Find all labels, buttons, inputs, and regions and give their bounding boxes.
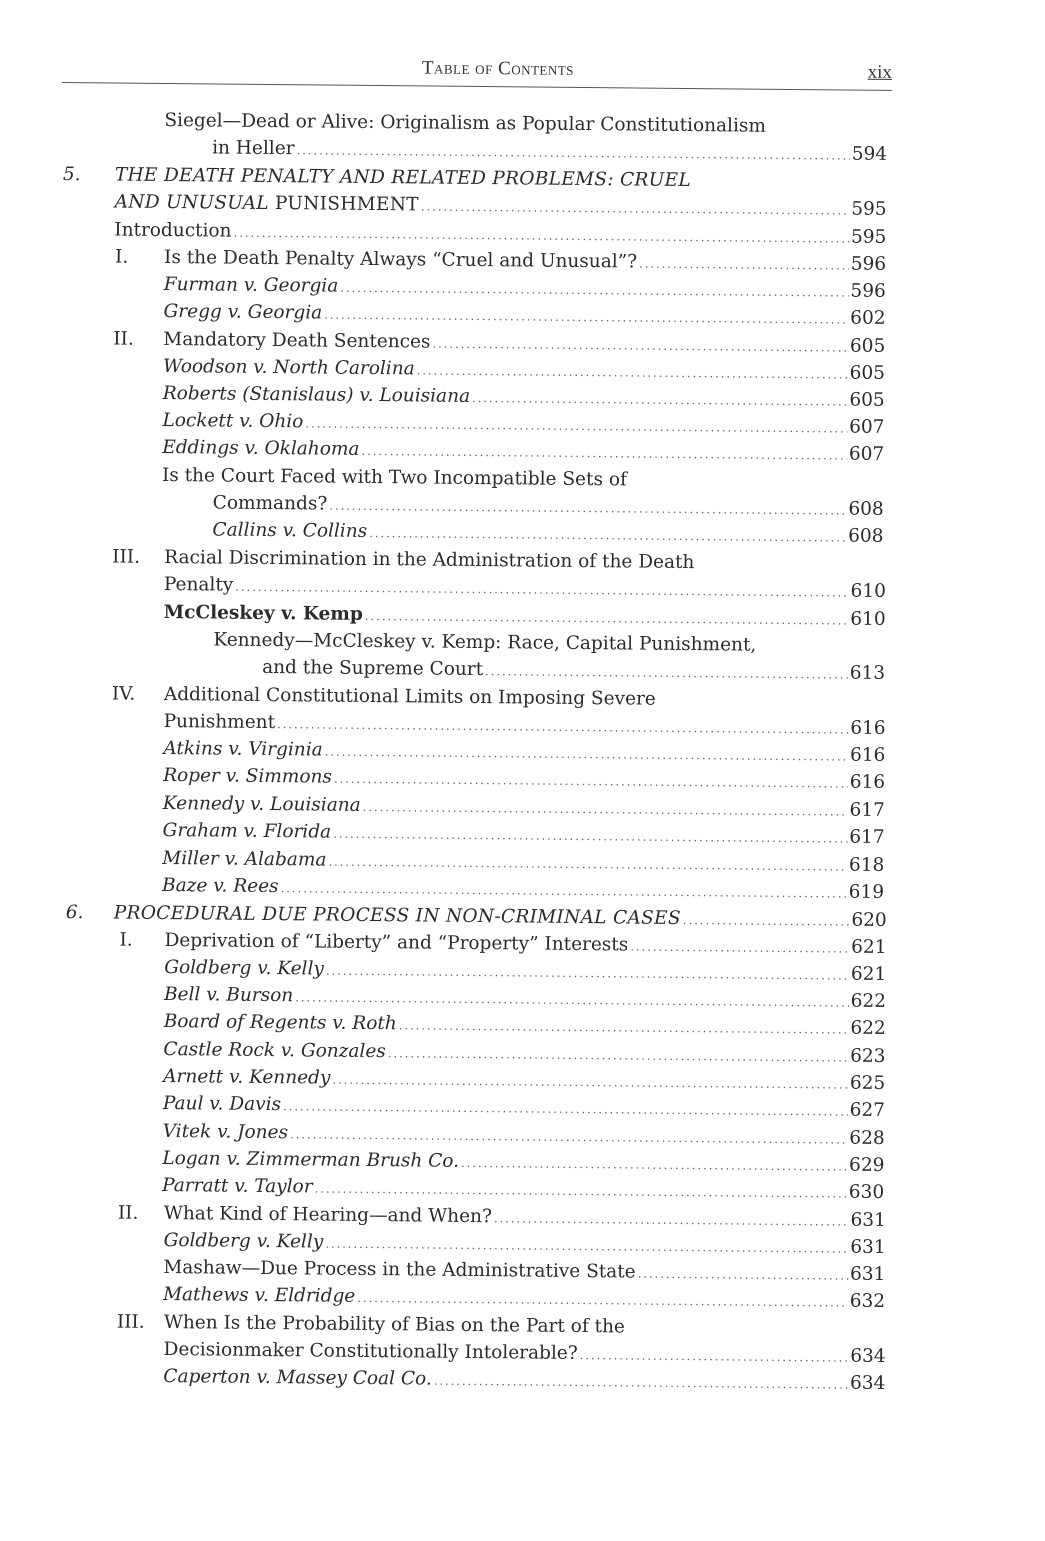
chapter-title-roman: PUNISHMENT — [274, 193, 419, 216]
page-number: 607 — [849, 416, 885, 438]
page-number: 596 — [850, 280, 886, 302]
entry-title-cont: in Heller — [212, 137, 295, 160]
page-number: 610 — [850, 580, 887, 602]
page-number: 596 — [850, 253, 887, 275]
chapter-number: 5. — [62, 164, 81, 186]
page-number: 631 — [850, 1209, 886, 1231]
page-number: 634 — [849, 1372, 886, 1394]
case-name: Vitek v. Jones — [162, 1121, 289, 1144]
entry-title: Introduction — [114, 219, 232, 242]
note-title-cont: Commands? — [212, 492, 328, 515]
page-number: 621 — [850, 963, 887, 985]
section-title: What Kind of Hearing—and When? — [163, 1203, 493, 1228]
toc-case[interactable] — [163, 1363, 885, 1397]
page-number: 629 — [848, 1154, 885, 1176]
case-name: Arnett v. Kennedy — [163, 1066, 331, 1089]
essay-title-cont: and the Supreme Court — [262, 656, 484, 681]
section-title: Mandatory Death Sentences — [163, 328, 431, 353]
case-name: Eddings v. Oklahoma — [162, 436, 360, 460]
case-name: Atkins v. Virginia — [163, 737, 323, 761]
section-title: Deprivation of “Liberty” and “Property” Interests — [164, 930, 629, 956]
section-number: I. — [114, 246, 129, 268]
page-number: 608 — [848, 498, 884, 520]
section-number: IV. — [111, 683, 136, 705]
running-head-title: Table of Contents — [421, 57, 575, 80]
case-name: Lockett v. Ohio — [162, 409, 304, 433]
page-number: 631 — [850, 1236, 886, 1258]
page-number: 634 — [850, 1345, 886, 1367]
case-name: Kennedy v. Louisiana — [162, 792, 361, 816]
section-number: II. — [117, 1202, 139, 1224]
section-title: Is the Death Penalty Always “Cruel and Unusual”? — [163, 246, 638, 273]
essay-title: Mashaw—Due Process in the Administrative State — [163, 1257, 636, 1283]
page-number: 605 — [849, 335, 886, 357]
case-name: Parratt v. Taylor — [162, 1175, 313, 1198]
case-name: McCleskey v. Kemp — [163, 601, 363, 625]
section-title-cont: Penalty — [163, 573, 234, 596]
page-number: 595 — [850, 226, 887, 248]
page-number: 605 — [849, 389, 885, 411]
page-number: 618 — [848, 854, 885, 876]
page-number: 620 — [851, 909, 887, 931]
case-name: Roberts (Stanislaus) v. Louisiana — [162, 382, 471, 407]
page-number: 628 — [849, 1127, 885, 1149]
case-name: Goldberg v. Kelly — [163, 1230, 324, 1253]
page-number: 616 — [850, 717, 886, 739]
section-title: Additional Constitutional Limits on Imposing Severe — [163, 683, 656, 710]
case-name: Gregg v. Georgia — [163, 300, 323, 324]
page-number: 602 — [850, 307, 886, 329]
page-number: 613 — [849, 662, 886, 684]
entry-title: Siegel—Dead or Alive: Originalism as Popular Constitutionalism — [164, 109, 767, 137]
page-number: 619 — [848, 881, 885, 903]
note-title: Is the Court Faced with Two Incompatible Sets of — [161, 464, 627, 491]
page-number: 605 — [849, 362, 886, 384]
case-name: Caperton v. Massey Coal Co. — [163, 1366, 432, 1390]
chapter-title: PROCEDURAL DUE PROCESS IN NON-CRIMINAL CASES — [113, 902, 681, 929]
section-number: I. — [119, 929, 133, 951]
section-title-cont: Punishment — [163, 710, 276, 734]
case-name: Furman v. Georgia — [163, 273, 339, 297]
page-number: 622 — [850, 990, 887, 1012]
case-name: Graham v. Florida — [162, 819, 332, 843]
page-number: 610 — [850, 608, 886, 630]
header-rule — [62, 82, 892, 91]
chapter-title-italic: AND UNUSUAL — [114, 191, 269, 214]
section-number: III. — [112, 546, 141, 568]
case-name: Castle Rock v. Gonzales — [163, 1039, 386, 1063]
section-number: III. — [116, 1311, 145, 1333]
page-number: 631 — [849, 1263, 886, 1285]
page-folio: xix — [867, 61, 893, 83]
page-number: 621 — [851, 936, 887, 958]
case-name: Bell v. Burson — [163, 984, 294, 1007]
page-number: 617 — [849, 826, 885, 848]
page-number: 630 — [848, 1181, 885, 1203]
section-number: II. — [113, 328, 134, 350]
case-name: Miller v. Alabama — [162, 847, 327, 871]
page-number: 616 — [849, 771, 886, 793]
page-number: 617 — [849, 799, 885, 821]
page-number: 623 — [850, 1045, 886, 1067]
page-number: 625 — [849, 1072, 886, 1094]
page-number: 607 — [848, 443, 885, 465]
page-number: 608 — [848, 525, 884, 547]
case-name: Callins v. Collins — [212, 519, 368, 542]
case-name: Roper v. Simmons — [163, 764, 333, 788]
page-number: 622 — [850, 1017, 886, 1039]
section-title: When Is the Probability of Bias on the Part of the — [163, 1312, 626, 1338]
case-name: Logan v. Zimmerman Brush Co. — [162, 1148, 460, 1172]
case-name: Board of Regents v. Roth — [163, 1011, 397, 1035]
case-name: Mathews v. Eldridge — [163, 1284, 356, 1307]
essay-title: Kennedy—McCleskey v. Kemp: Race, Capital Punishment, — [213, 629, 757, 656]
case-name: Baze v. Rees — [161, 874, 279, 898]
running-head — [62, 54, 892, 94]
chapter-title: THE DEATH PENALTY AND RELATED PROBLEMS: CRUEL — [114, 164, 692, 192]
page-number: 632 — [849, 1290, 886, 1312]
dot-leader — [434, 1368, 849, 1399]
page-number: 627 — [849, 1099, 886, 1121]
page-number: 594 — [851, 143, 888, 165]
case-name: Goldberg v. Kelly — [164, 957, 324, 980]
chapter-number: 6. — [65, 902, 84, 924]
case-name: Woodson v. North Carolina — [162, 355, 415, 380]
page-number: 616 — [849, 744, 886, 766]
case-name: Paul v. Davis — [162, 1093, 282, 1116]
page-number: 595 — [851, 198, 887, 220]
section-title-cont: Decisionmaker Constitutionally Intolerable? — [163, 1339, 578, 1364]
section-title: Racial Discrimination in the Administration of the Death — [164, 546, 695, 574]
